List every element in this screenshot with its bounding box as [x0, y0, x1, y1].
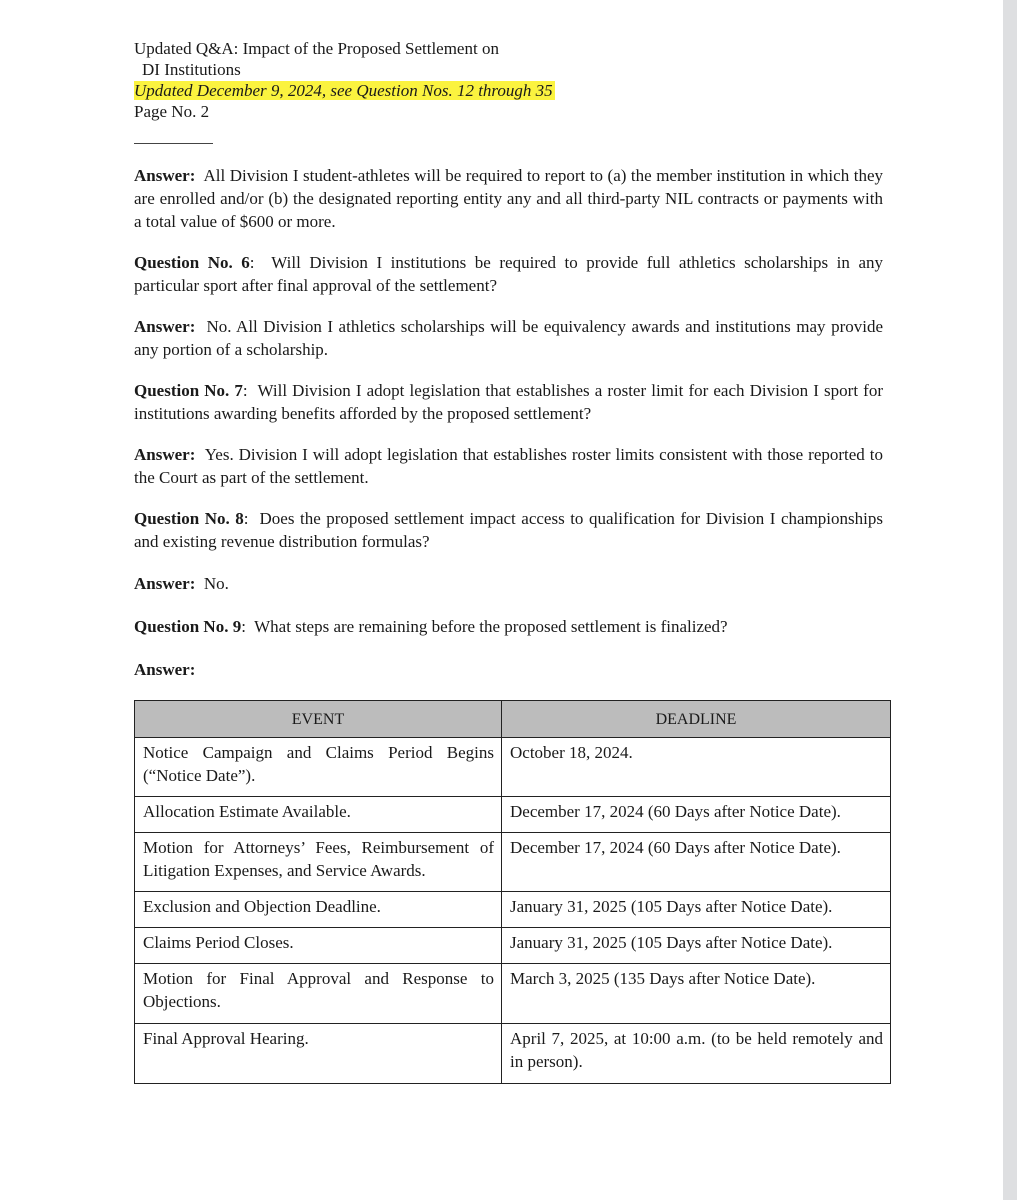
answer-5: Answer: All Division I student-athletes will be required to report to (a) the member institution in which they are enrolled and/or (b) the designated reporting entity any and all third-party NIL contracts or payments with a total value of $600 or more. — [134, 166, 883, 231]
header-subtitle: DI Institutions — [142, 60, 241, 79]
update-note-highlight: Updated December 9, 2024, see Question Nos. 12 through 35 — [134, 81, 553, 100]
deadline-cell: October 18, 2024. — [502, 738, 891, 797]
deadline-cell: January 31, 2025 (105 Days after Notice Date). — [502, 928, 891, 964]
table-row — [135, 738, 891, 797]
viewer-background-edge — [1003, 0, 1017, 1200]
table-row — [135, 1024, 891, 1084]
table-header-row — [135, 701, 891, 738]
column-header-event: EVENT — [135, 701, 502, 738]
answer-7: Answer: Yes. Division I will adopt legislation that establishes roster limits consistent with those reported to the Court as part of the settlement. — [134, 445, 883, 487]
table-row — [135, 928, 891, 964]
header-rule — [134, 143, 213, 144]
deadline-cell: April 7, 2025, at 10:00 a.m. (to be held remotely and in person). — [502, 1024, 891, 1084]
answer-6: Answer: No. All Division I athletics scholarships will be equivalency awards and institutions may provide any portion of a scholarship. — [134, 317, 883, 359]
event-cell: Motion for Attorneys’ Fees, Reimbursement of Litigation Expenses, and Service Awards. — [135, 833, 502, 892]
event-cell: Allocation Estimate Available. — [135, 797, 502, 833]
deadline-cell: January 31, 2025 (105 Days after Notice Date). — [502, 892, 891, 928]
column-header-deadline: DEADLINE — [502, 701, 891, 738]
deadline-cell: March 3, 2025 (135 Days after Notice Date). — [502, 964, 891, 1024]
event-cell: Final Approval Hearing. — [135, 1024, 502, 1084]
deadline-cell: December 17, 2024 (60 Days after Notice Date). — [502, 833, 891, 892]
question-9: Question No. 9: What steps are remaining before the proposed settlement is finalized? — [134, 617, 728, 636]
event-cell: Exclusion and Objection Deadline. — [135, 892, 502, 928]
question-8: Question No. 8: Does the proposed settlement impact access to qualification for Division I championships and existing revenue distribution formulas? — [134, 509, 883, 551]
table-row — [135, 892, 891, 928]
event-cell: Motion for Final Approval and Response to Objections. — [135, 964, 502, 1024]
answer-8: Answer: No. — [134, 574, 229, 593]
question-6: Question No. 6: Will Division I institutions be required to provide full athletics scholarships in any particular sport after final approval of the settlement? — [134, 253, 883, 295]
page-header — [134, 38, 555, 122]
page-number: Page No. 2 — [134, 102, 210, 121]
table-row — [135, 964, 891, 1024]
header-title: Updated Q&A: Impact of the Proposed Settlement on — [134, 39, 499, 58]
event-cell: Claims Period Closes. — [135, 928, 502, 964]
deadline-table — [134, 700, 891, 1084]
deadline-cell: December 17, 2024 (60 Days after Notice Date). — [502, 797, 891, 833]
question-7: Question No. 7: Will Division I adopt legislation that establishes a roster limit for each Division I sport for institutions awarding benefits afforded by the proposed settlement? — [134, 381, 883, 423]
table-row — [135, 833, 891, 892]
table-row — [135, 797, 891, 833]
event-cell: Notice Campaign and Claims Period Begins (“Notice Date”). — [135, 738, 502, 797]
answer-9: Answer: — [134, 660, 196, 679]
